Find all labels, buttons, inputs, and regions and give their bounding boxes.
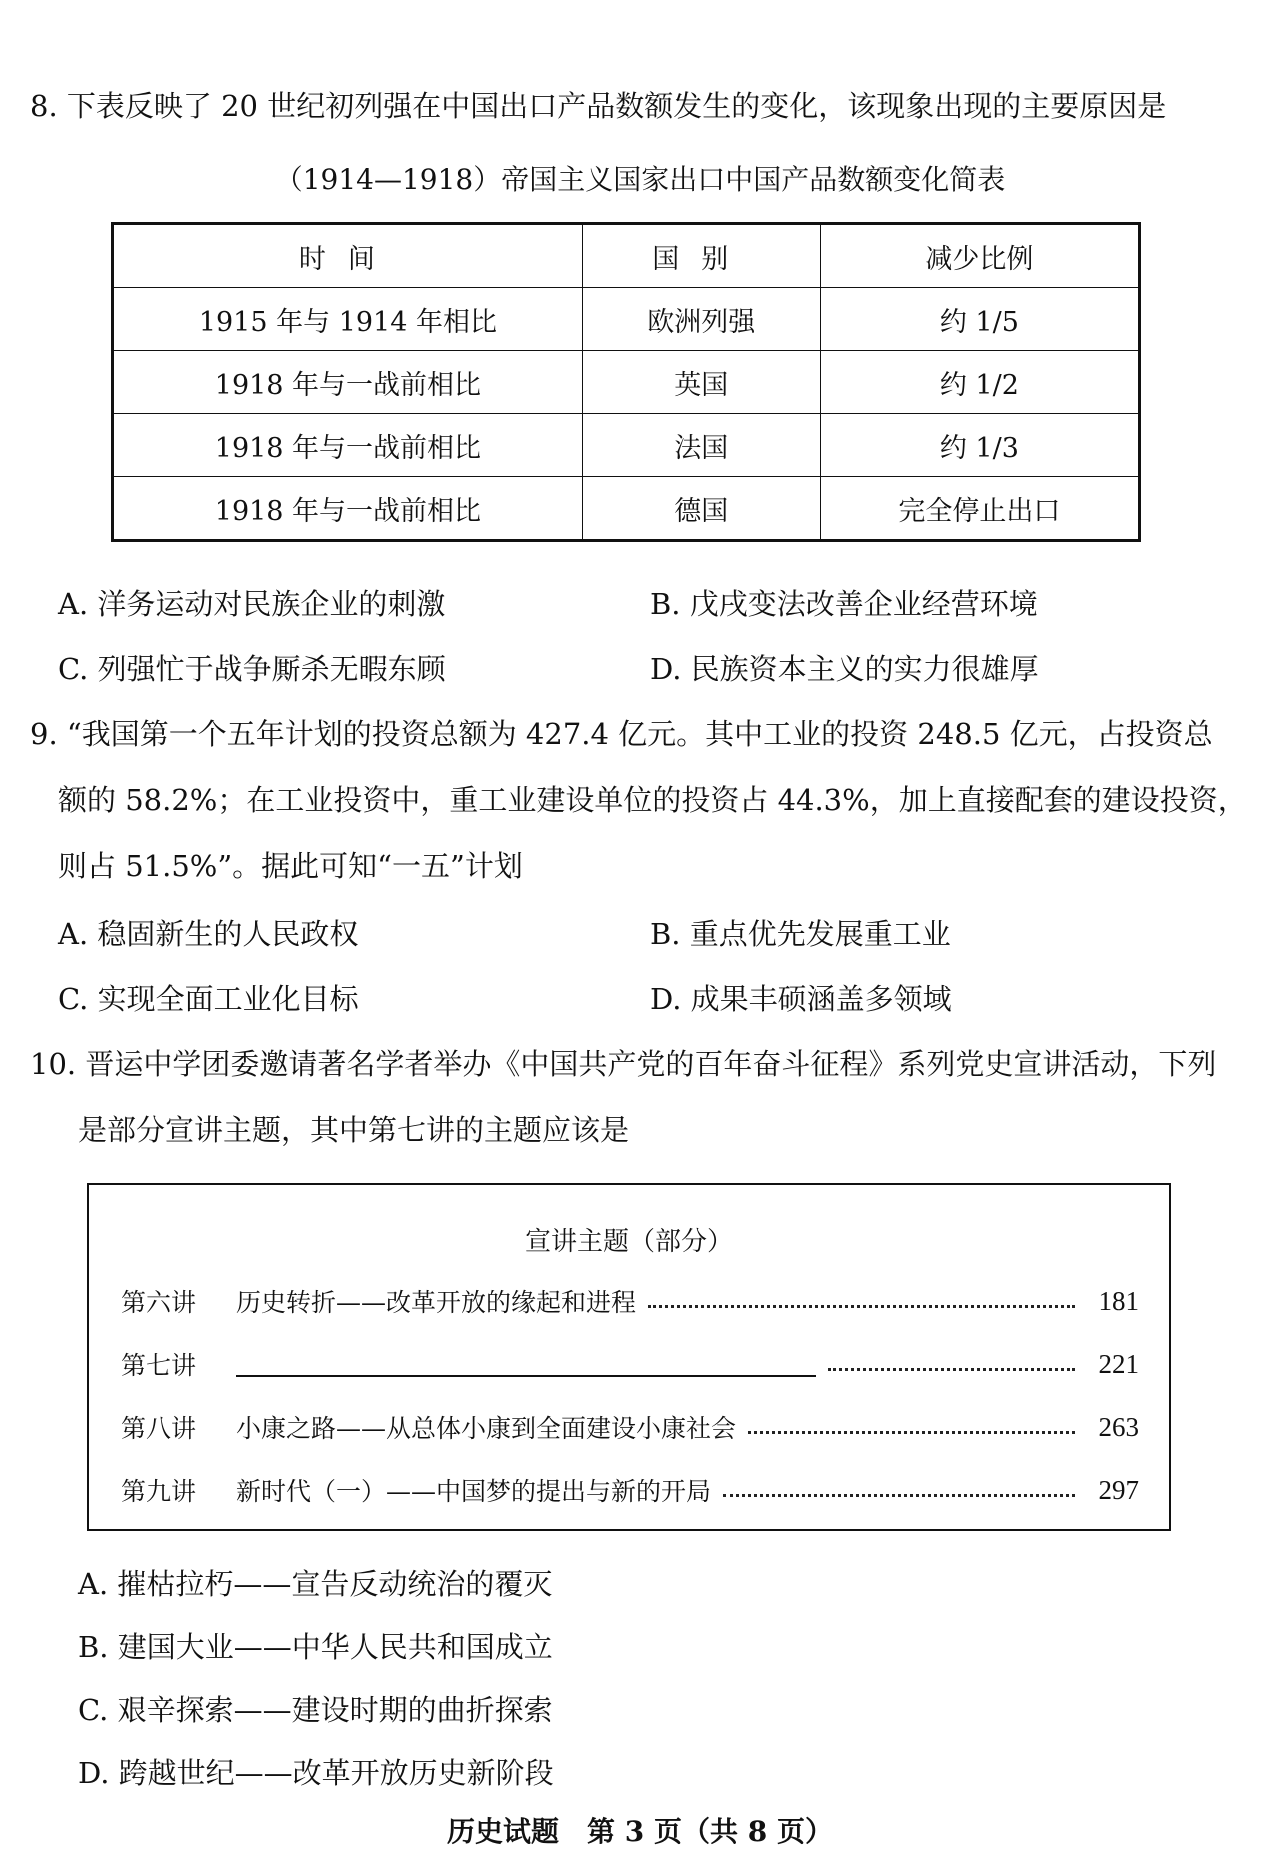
- table-cell: 1918 年与一战前相比: [113, 477, 583, 541]
- lecture-page: 181: [1098, 1285, 1139, 1316]
- lecture-page: 263: [1098, 1411, 1139, 1442]
- q8-option-b[interactable]: B. 戊戌变法改善企业经营环境: [650, 587, 1038, 621]
- q9-line-3: 则占 51.5%”。据此可知“一五”计划: [58, 849, 523, 883]
- table-header-row: [113, 224, 1140, 288]
- lecture-number: 第九讲: [121, 1477, 197, 1506]
- lecture-row-9: [121, 1472, 1139, 1508]
- lecture-page: 297: [1098, 1474, 1139, 1505]
- leader-dots: [748, 1421, 1075, 1434]
- lecture-row-7: [121, 1346, 1139, 1382]
- q10-option-a[interactable]: A. 摧枯拉朽——宣告反动统治的覆灭: [78, 1567, 553, 1601]
- table-cell: 1918 年与一战前相比: [113, 414, 583, 477]
- table-header-time: 时间: [113, 224, 583, 288]
- table-row: [113, 477, 1140, 541]
- q8-stem: 8. 下表反映了 20 世纪初列强在中国出口产品数额发生的变化，该现象出现的主要原因是: [30, 89, 1167, 123]
- table-cell: 完全停止出口: [820, 477, 1139, 541]
- q9-option-d[interactable]: D. 成果丰硕涵盖多领域: [650, 982, 952, 1016]
- leader-dots: [648, 1295, 1075, 1308]
- q10-line-2: 是部分宣讲主题，其中第七讲的主题应该是: [78, 1113, 630, 1147]
- q10-option-b[interactable]: B. 建国大业——中华人民共和国成立: [78, 1630, 553, 1664]
- lecture-page: 221: [1098, 1348, 1139, 1379]
- table-cell: 约 1/2: [820, 351, 1139, 414]
- q10-line-1: 10. 晋运中学团委邀请著名学者举办《中国共产党的百年奋斗征程》系列党史宣讲活动，下列: [30, 1047, 1217, 1081]
- table-cell: 英国: [582, 351, 820, 414]
- table-cell: 欧洲列强: [582, 288, 820, 351]
- q9-line-1: 9. “我国第一个五年计划的投资总额为 427.4 亿元。其中工业的投资 248.5 亿元，占投资总: [30, 717, 1213, 751]
- lecture-title: 历史转折——改革开放的缘起和进程: [236, 1288, 637, 1317]
- table-cell: 约 1/3: [820, 414, 1139, 477]
- lecture-topics-title: 宣讲主题（部分）: [524, 1227, 733, 1257]
- table-cell: 1915 年与 1914 年相比: [113, 288, 583, 351]
- table-cell: 德国: [582, 477, 820, 541]
- table-cell: 约 1/5: [820, 288, 1139, 351]
- lecture-row-8: [121, 1409, 1139, 1445]
- q9-option-c[interactable]: C. 实现全面工业化目标: [58, 982, 359, 1016]
- table-row: [113, 351, 1140, 414]
- leader-dots: [723, 1484, 1075, 1497]
- leader-dots: [828, 1358, 1075, 1371]
- lecture-number: 第八讲: [121, 1414, 197, 1443]
- q8-table-caption: （1914—1918）帝国主义国家出口中国产品数额变化简表: [274, 163, 1006, 196]
- lecture-row-6: [121, 1283, 1139, 1319]
- q9-option-a[interactable]: A. 稳固新生的人民政权: [58, 917, 359, 951]
- lecture-number: 第七讲: [121, 1351, 197, 1380]
- q8-option-d[interactable]: D. 民族资本主义的实力很雄厚: [650, 652, 1039, 686]
- q9-line-2: 额的 58.2%；在工业投资中，重工业建设单位的投资占 44.3%，加上直接配套的建设投资，: [58, 783, 1247, 817]
- lecture-title: 小康之路——从总体小康到全面建设小康社会: [236, 1414, 737, 1443]
- q8-table: [111, 222, 1141, 542]
- table-header-country: 国别: [582, 224, 820, 288]
- q9-option-b[interactable]: B. 重点优先发展重工业: [650, 917, 951, 951]
- table-row: [113, 288, 1140, 351]
- lecture-number: 第六讲: [121, 1288, 197, 1317]
- table-row: [113, 414, 1140, 477]
- lecture-title-blank: [236, 1351, 816, 1377]
- q10-option-d[interactable]: D. 跨越世纪——改革开放历史新阶段: [78, 1756, 554, 1790]
- q8-option-a[interactable]: A. 洋务运动对民族企业的刺激: [58, 587, 446, 621]
- page-footer: 历史试题 第 3 页（共 8 页）: [447, 1815, 833, 1848]
- q8-option-c[interactable]: C. 列强忙于战争厮杀无暇东顾: [58, 652, 446, 686]
- q10-option-c[interactable]: C. 艰辛探索——建设时期的曲折探索: [78, 1693, 553, 1727]
- lecture-title: 新时代（一）——中国梦的提出与新的开局: [236, 1477, 712, 1506]
- table-cell: 1918 年与一战前相比: [113, 351, 583, 414]
- lecture-topics-box: [87, 1183, 1171, 1531]
- table-cell: 法国: [582, 414, 820, 477]
- table-header-ratio: 减少比例: [820, 224, 1139, 288]
